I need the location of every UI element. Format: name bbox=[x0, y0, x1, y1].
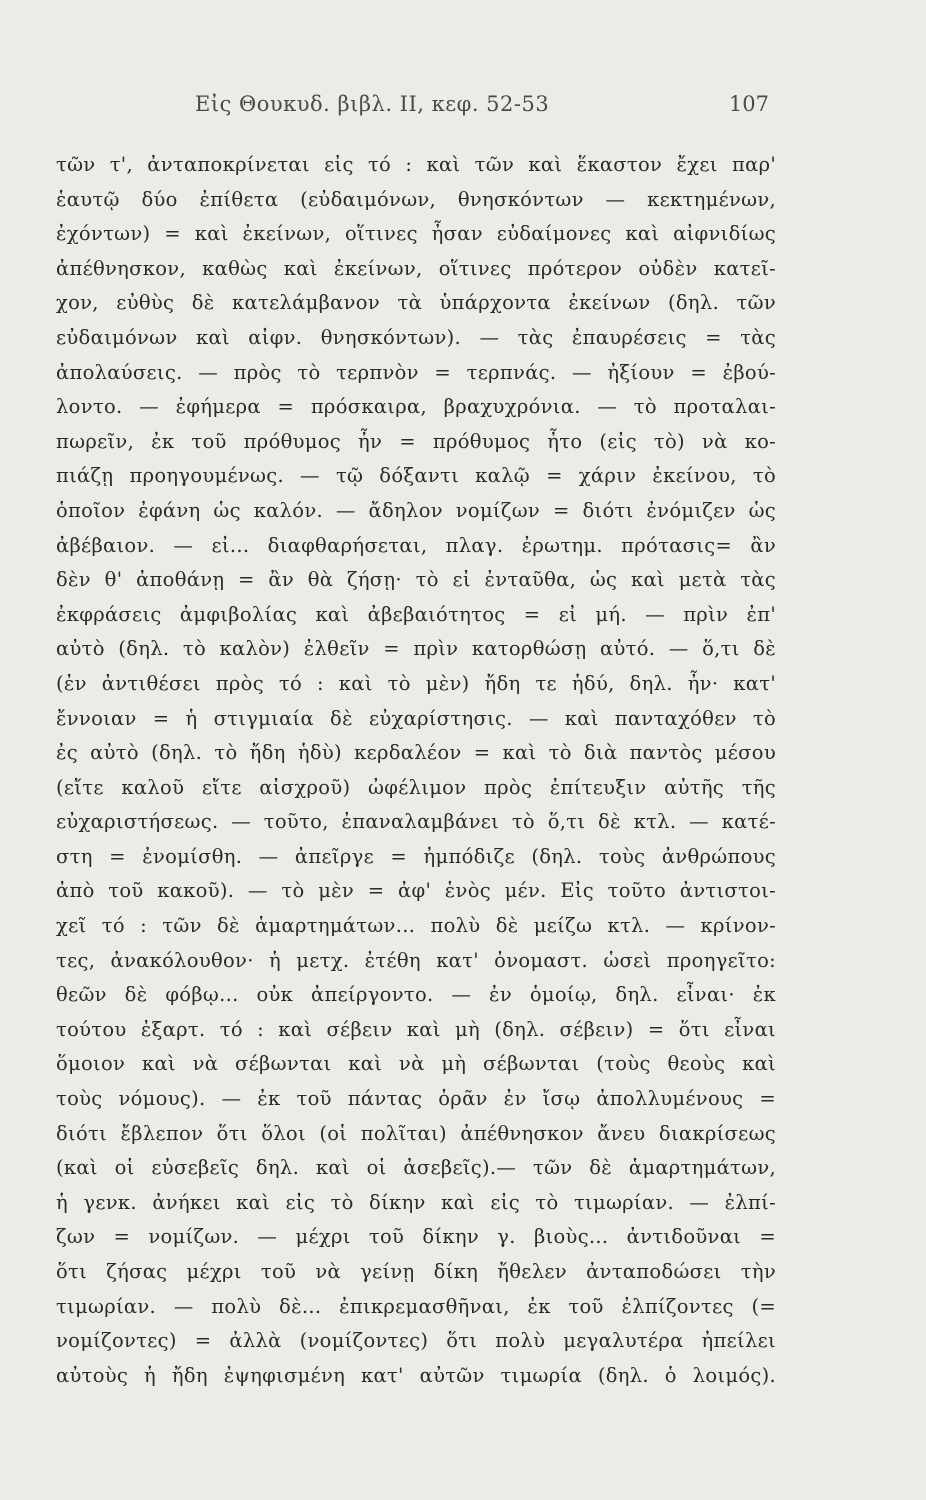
text-line: αὐτοὺς ἡ ἤδη ἐψηφισμένη κατ' αὐτῶν τιμωρία (δηλ. ὁ λοιμός). bbox=[56, 1363, 776, 1387]
text-line: ἀπολαύσεις. — πρὸς τὸ τερπνὸν = τερπνάς. — ἠξίουν = ἐβού- bbox=[56, 360, 776, 384]
text-line: ἀπέθνησκον, καθὼς καὶ ἐκείνων, οἵτινες πρότερον οὐδὲν κατεῖ- bbox=[56, 256, 776, 280]
text-line: ἡ γενκ. ἀνήκει καὶ εἰς τὸ δίκην καὶ εἰς τὸ τιμωρίαν. — ἐλπί- bbox=[56, 1190, 776, 1214]
text-line: ὁποῖον ἐφάνη ὡς καλόν. — ἄδηλον νομίζων = διότι ἐνόμιζεν ὡς bbox=[56, 498, 776, 522]
text-line: τοὺς νόμους). — ἐκ τοῦ πάντας ὁρᾶν ἐν ἴσῳ ἀπολλυμένους = bbox=[56, 1087, 776, 1111]
text-line: ἔννοιαν = ἡ στιγμιαία δὲ εὐχαρίστησις. — καὶ πανταχόθεν τὸ bbox=[56, 706, 776, 730]
text-line: τῶν τ', ἀνταποκρίνεται εἰς τό : καὶ τῶν καὶ ἕκαστον ἔχει παρ' bbox=[56, 153, 776, 176]
text-line: θεῶν δὲ φόβῳ... οὐκ ἀπείργοντο. — ἐν ὁμοίῳ, δηλ. εἶναι· ἐκ bbox=[56, 983, 776, 1007]
text-line: (καὶ οἱ εὐσεβεῖς δηλ. καὶ οἱ ἀσεβεῖς).— τῶν δὲ ἁμαρτημάτων, bbox=[56, 1156, 776, 1180]
text-line: ἑαυτῷ δύο ἐπίθετα (εὐδαιμόνων, θνησκόντων — κεκτημένων, bbox=[56, 187, 776, 211]
text-line: χεῖ τό : τῶν δὲ ἁμαρτημάτων... πολὺ δὲ μείζω κτλ. — κρίνον- bbox=[56, 914, 776, 938]
text-line: αὐτὸ (δηλ. τὸ καλὸν) ἐλθεῖν = πρὶν κατορθώσῃ αὐτό. — ὅ,τι δὲ bbox=[56, 637, 776, 661]
text-line: τιμωρίαν. — πολὺ δὲ... ἐπικρεμασθῆναι, ἐκ τοῦ ἐλπίζοντες (= bbox=[56, 1294, 776, 1318]
text-line: στη = ἐνομίσθη. — ἀπεῖργε = ἠμπόδιζε (δηλ. τοὺς ἀνθρώπους bbox=[56, 844, 776, 868]
text-line: ζων = νομίζων. — μέχρι τοῦ δίκην γ. βιοὺς... ἀντιδοῦναι = bbox=[56, 1225, 776, 1249]
text-line: τες, ἀνακόλουθον· ἡ μετχ. ἐτέθη κατ' ὀνομαστ. ὡσεὶ προηγεῖτο: bbox=[56, 948, 776, 972]
text-line: πωρεῖν, ἐκ τοῦ πρόθυμος ἦν = πρόθυμος ἦτο (εἰς τὸ) νὰ κο- bbox=[56, 429, 776, 453]
text-line: ὅμοιον καὶ νὰ σέβωνται καὶ νὰ μὴ σέβωνται (τοὺς θεοὺς καὶ bbox=[56, 1052, 776, 1076]
text-line: ὅτι ζήσας μέχρι τοῦ νὰ γείνῃ δίκη ἤθελεν ἀνταποδώσει τὴν bbox=[56, 1260, 776, 1283]
text-line: νομίζοντες) = ἀλλὰ (νομίζοντες) ὅτι πολὺ μεγαλυτέρα ἠπείλει bbox=[56, 1329, 776, 1353]
text-line: ἐς αὐτὸ (δηλ. τὸ ἤδη ἡδὺ) κερδαλέον = καὶ τὸ διὰ παντὸς μέσου bbox=[56, 741, 776, 765]
text-line: πιάζῃ προηγουμένως. — τῷ δόξαντι καλῷ = χάριν ἐκείνου, τὸ bbox=[56, 464, 776, 488]
body-text bbox=[56, 148, 776, 1393]
text-line: (εἴτε καλοῦ εἴτε αἰσχροῦ) ὠφέλιμον πρὸς ἐπίτευξιν αὐτῆς τῆς bbox=[56, 775, 776, 799]
text-line: διότι ἔβλεπον ὅτι ὅλοι (οἱ πολῖται) ἀπέθνησκον ἄνευ διακρίσεως bbox=[56, 1121, 776, 1145]
text-line: λοντο. — ἐφήμερα = πρόσκαιρα, βραχυχρόνια. — τὸ προταλαι- bbox=[56, 395, 776, 419]
text-line: εὐδαιμόνων καὶ αἰφν. θνησκόντων). — τὰς ἐπαυρέσεις = τὰς bbox=[56, 325, 776, 349]
text-line: τούτου ἐξαρτ. τό : καὶ σέβειν καὶ μὴ (δηλ. σέβειν) = ὅτι εἶναι bbox=[56, 1017, 776, 1041]
text-line: ἐχόντων) = καὶ ἐκείνων, οἵτινες ἦσαν εὐδαίμονες καὶ αἰφνιδίως bbox=[56, 222, 776, 246]
text-line: ἀβέβαιον. — εἰ... διαφθαρήσεται, πλαγ. ἐρωτημ. πρότασις= ἂν bbox=[56, 533, 776, 557]
page-number: 107 bbox=[728, 92, 769, 116]
text-line: ἐκφράσεις ἀμφιβολίας καὶ ἀβεβαιότητος = εἰ μή. — πρὶν ἐπ' bbox=[56, 602, 776, 626]
running-title: Εἰς Θουκυδ. βιβλ. ΙΙ, κεφ. 52-53 bbox=[195, 92, 550, 116]
text-line: (ἐν ἀντιθέσει πρὸς τό : καὶ τὸ μὲν) ἤδη τε ἡδύ, δηλ. ἦν· κατ' bbox=[56, 671, 776, 695]
running-header bbox=[195, 92, 769, 128]
text-line: δὲν θ' ἀποθάνῃ = ἂν θὰ ζήσῃ· τὸ εἰ ἐνταῦθα, ὡς καὶ μετὰ τὰς bbox=[56, 568, 776, 592]
text-line: εὐχαριστήσεως. — τοῦτο, ἐπαναλαμβάνει τὸ ὅ,τι δὲ κτλ. — κατέ- bbox=[56, 810, 776, 834]
text-line: χον, εὐθὺς δὲ κατελάμβανον τὰ ὑπάρχοντα ἐκείνων (δηλ. τῶν bbox=[56, 291, 776, 315]
text-line: ἀπὸ τοῦ κακοῦ). — τὸ μὲν = ἀφ' ἑνὸς μέν. Εἰς τοῦτο ἀντιστοι- bbox=[56, 879, 776, 903]
